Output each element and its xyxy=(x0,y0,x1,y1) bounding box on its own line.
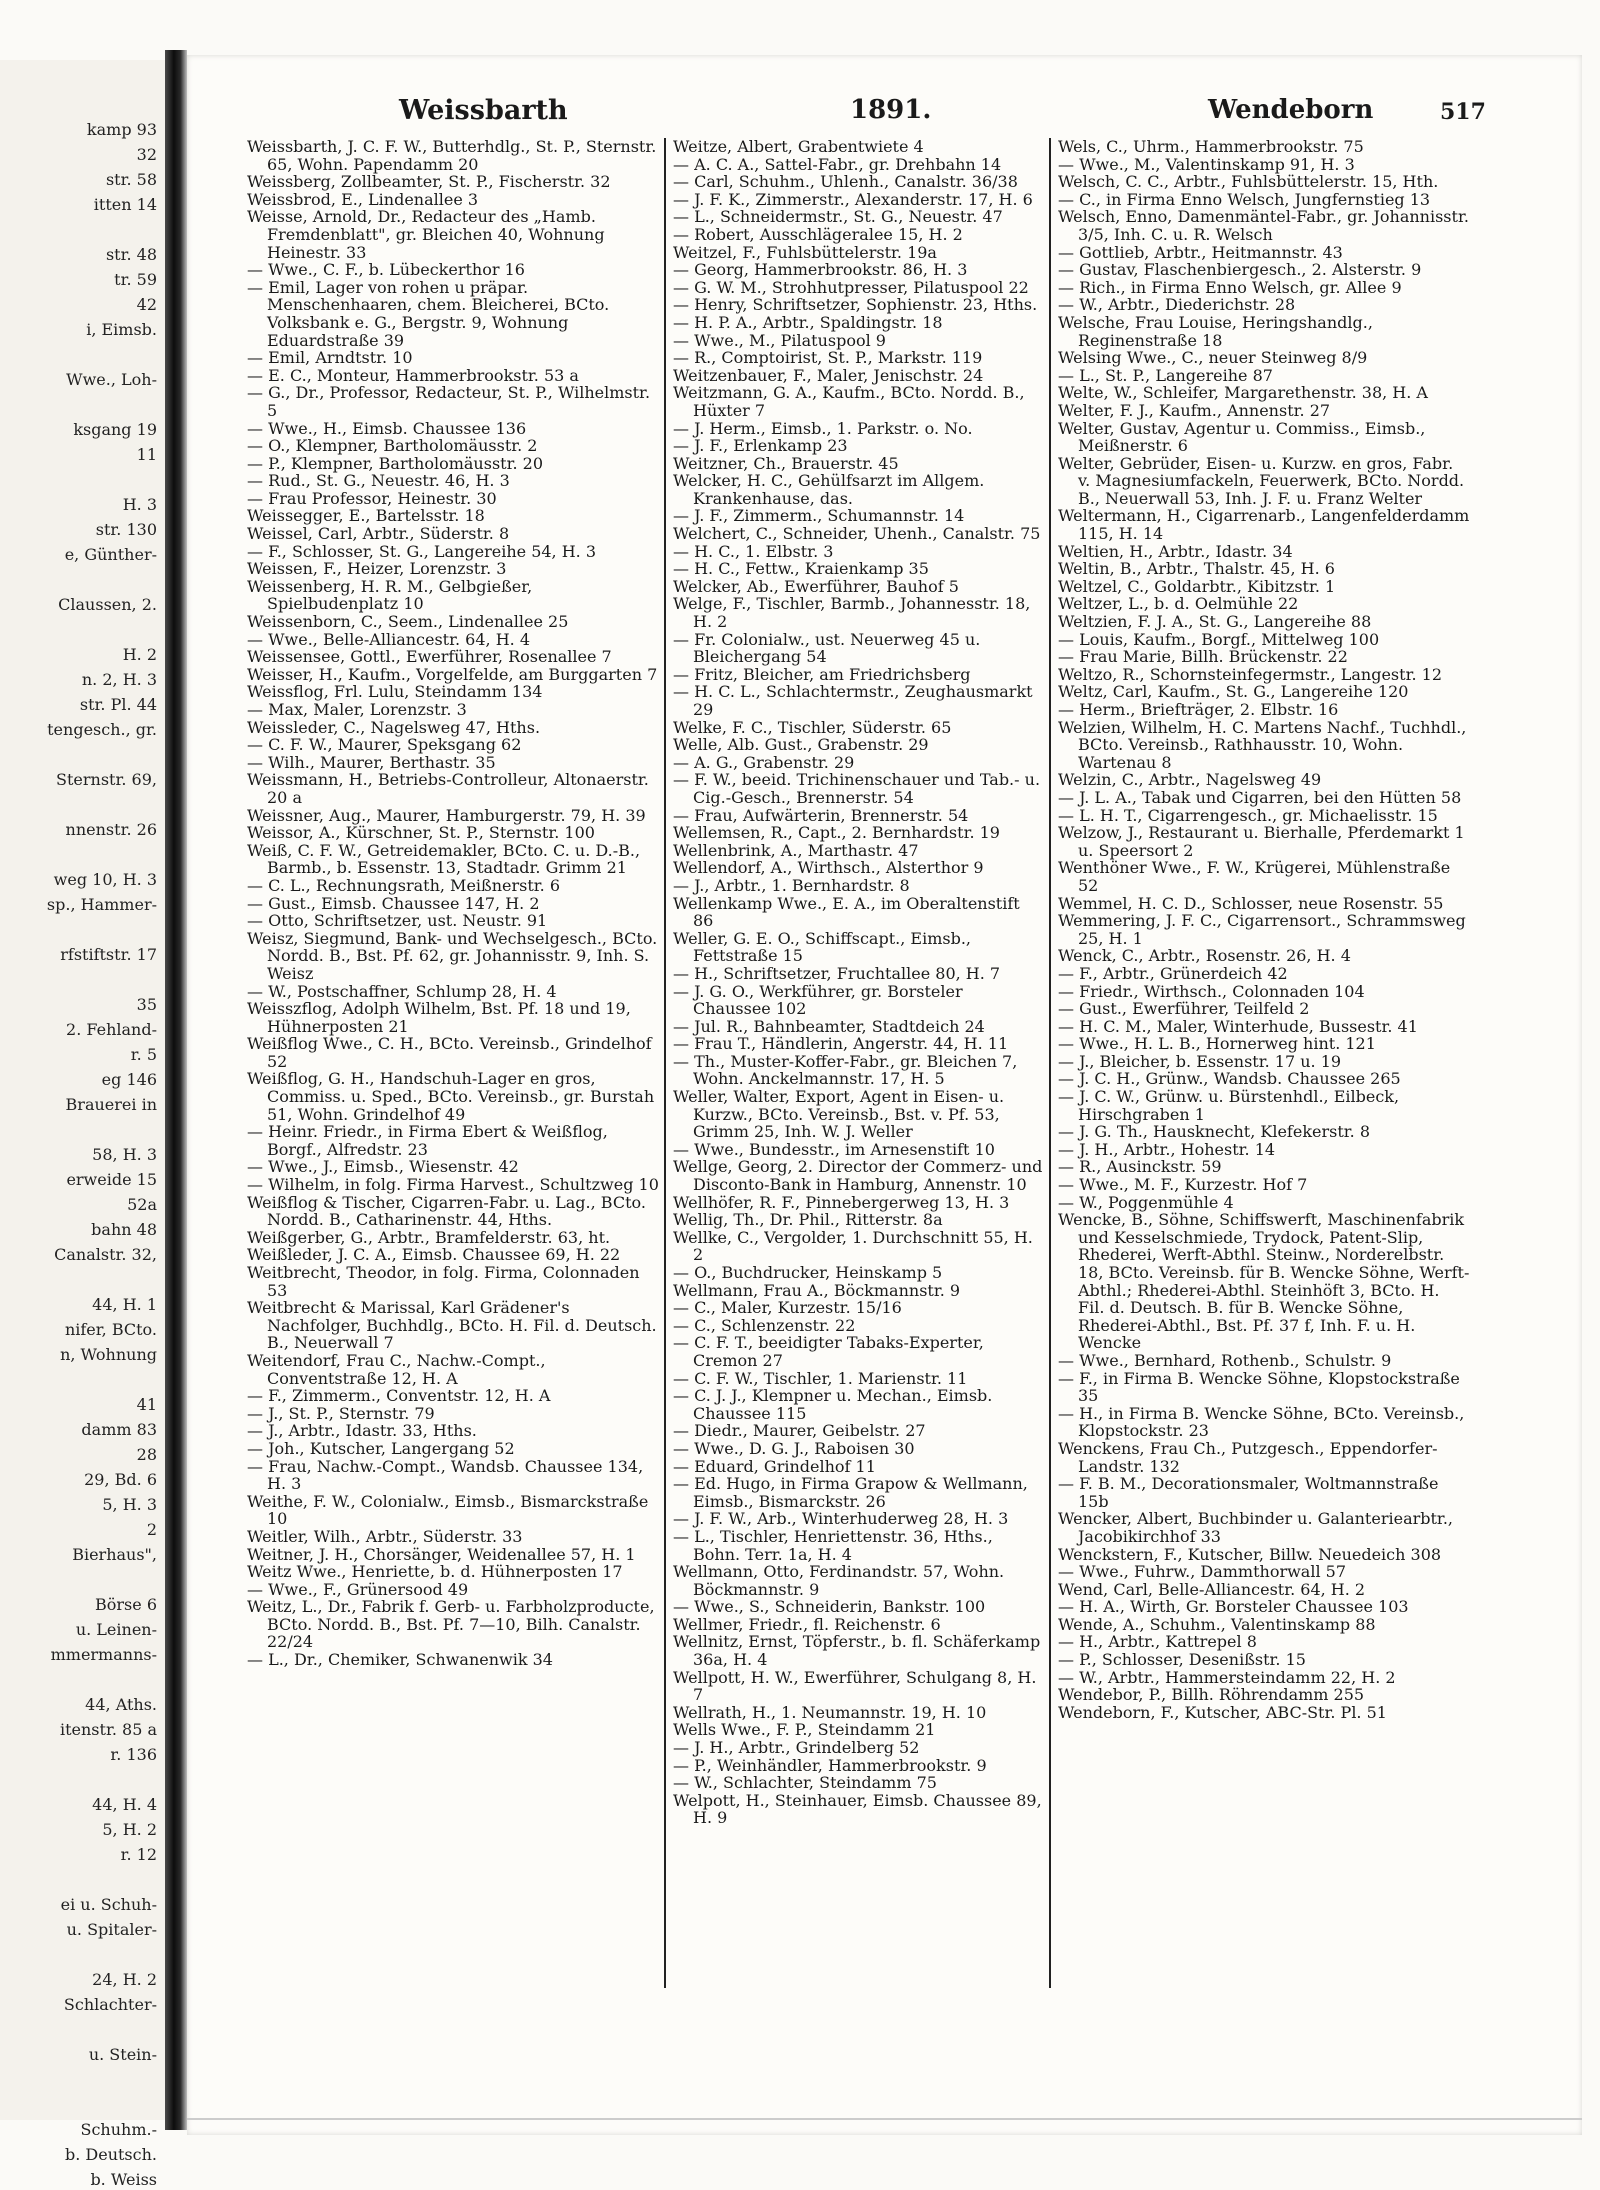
left-page-text-fragment: sp., Hammer- xyxy=(46,895,157,914)
column-rule xyxy=(664,138,666,1988)
left-page-text-fragment: str. Pl. 44 xyxy=(79,695,157,714)
left-page-text-fragment: r. 12 xyxy=(120,1845,157,1864)
left-page-text-fragment: 44, H. 1 xyxy=(92,1295,157,1314)
directory-entry: — Wwe., M., Pilatuspool 9 xyxy=(673,330,886,350)
directory-entry: — Jul. R., Bahnbeamter, Stadtdeich 24 xyxy=(673,1016,985,1036)
running-head-right: Wendeborn xyxy=(1208,95,1374,125)
directory-entry: Weißflog, G. H., Handschuh-Lager en gros, Commiss. u. Sped., BCto. Vereinsb., gr. Burstah 51, Wohn. Grindelhof 49 xyxy=(247,1069,655,1124)
directory-entry: Wendebor, P., Billh. Röhrendamm 255 xyxy=(1058,1685,1365,1705)
directory-entry: Weltin, B., Arbtr., Thalstr. 45, H. 6 xyxy=(1058,559,1335,579)
directory-entry: — Rud., St. G., Neuestr. 46, H. 3 xyxy=(247,471,510,491)
directory-entry: Wellenbrink, A., Marthastr. 47 xyxy=(673,840,919,860)
left-page-text-fragment: ei u. Schuh- xyxy=(60,1895,157,1914)
directory-entry: Weltien, H., Arbtr., Idastr. 34 xyxy=(1058,541,1293,561)
left-page-text-fragment: 44, Aths. xyxy=(85,1695,157,1714)
directory-entry: — H. C. L., Schlachtermstr., Zeughausmarkt 29 xyxy=(673,682,1033,719)
directory-entry: — Wwe., S., Schneiderin, Bankstr. 100 xyxy=(673,1597,986,1617)
left-page-text-fragment: 29, Bd. 6 xyxy=(84,1470,157,1489)
directory-entry: Welcker, Ab., Ewerführer, Bauhof 5 xyxy=(673,576,959,596)
left-page-text-fragment: bahn 48 xyxy=(91,1220,157,1239)
directory-entry: Weisse, Arnold, Dr., Redacteur des „Hamb. Fremdenblatt", gr. Bleichen 40, Wohnung Heinestr. 33 xyxy=(247,207,605,262)
left-page-text-fragment: 42 xyxy=(136,295,157,314)
directory-entry: — Wilhelm, in folg. Firma Harvest., Schultzweg 10 xyxy=(247,1175,659,1195)
directory-entry: Wemmel, H. C. D., Schlosser, neue Rosenstr. 55 xyxy=(1058,893,1444,913)
directory-entry: Welte, W., Schleifer, Margarethenstr. 38, H. A xyxy=(1058,383,1428,403)
directory-entry: — Emil, Lager von rohen u präpar. Menschenhaaren, chem. Bleicherei, BCto. Volksbank e. G., Bergstr. 9, Wohnung Eduardstraße 39 xyxy=(247,277,610,350)
left-page-text-fragment: eg 146 xyxy=(101,1070,157,1089)
left-page-text-fragment: 32 xyxy=(136,145,157,164)
directory-entry: Weissbarth, J. C. F. W., Butterhdlg., St. P., Sternstr. 65, Wohn. Papendamm 20 xyxy=(247,137,657,174)
directory-entry: — L. H. T., Cigarrengesch., gr. Michaelisstr. 15 xyxy=(1058,805,1438,825)
left-page-text-fragment: n. 2, H. 3 xyxy=(81,670,157,689)
directory-entry: — F. W., beeid. Trichinenschauer und Tab.- u. Cig.-Gesch., Brennerstr. 54 xyxy=(673,770,1041,807)
directory-entry: Welle, Alb. Gust., Grabenstr. 29 xyxy=(673,735,929,755)
directory-entry: Wend, Carl, Belle-Alliancestr. 64, H. 2 xyxy=(1058,1579,1366,1599)
directory-entry: — Frau Marie, Billh. Brückenstr. 22 xyxy=(1058,647,1348,667)
left-page-text-fragment: i, Eimsb. xyxy=(86,320,157,339)
directory-entry: — Ed. Hugo, in Firma Grapow & Wellmann, Eimsb., Bismarckstr. 26 xyxy=(673,1474,1028,1511)
directory-entry: Weißleder, J. C. A., Eimsb. Chaussee 69, H. 22 xyxy=(247,1245,621,1265)
directory-entry: — H., in Firma B. Wencke Söhne, BCto. Vereinsb., Klopstockstr. 23 xyxy=(1058,1403,1465,1441)
directory-entry: — Gust., Eimsb. Chaussee 147, H. 2 xyxy=(247,893,540,913)
left-page-text-fragment: Wwe., Loh- xyxy=(66,370,157,389)
directory-entry: Weitzel, F., Fuhlsbüttelerstr. 19a xyxy=(673,242,937,262)
directory-entry: — C. J. J., Klempner u. Mechan., Eimsb. Chaussee 115 xyxy=(673,1386,993,1423)
directory-entry: — Wwe., H., Eimsb. Chaussee 136 xyxy=(247,418,527,438)
directory-entry: — J. H., Arbtr., Hohestr. 14 xyxy=(1058,1139,1276,1159)
directory-entry: Wells Wwe., F. P., Steindamm 21 xyxy=(673,1720,936,1740)
directory-entry: Wenckstern, F., Kutscher, Billw. Neuedeich 308 xyxy=(1058,1544,1442,1564)
directory-entry: Wellpott, H. W., Ewerführer, Schulgang 8, H. 7 xyxy=(673,1667,1037,1705)
directory-entry: — Wwe., Bundesstr., im Arnesenstift 10 xyxy=(673,1139,995,1159)
directory-entry: — H., Arbtr., Kattrepel 8 xyxy=(1058,1632,1257,1652)
left-page-text-fragment: 11 xyxy=(136,445,157,464)
directory-entry: — F., in Firma B. Wencke Söhne, Klopstockstraße 35 xyxy=(1058,1368,1460,1406)
directory-entry: — W., Postschaffner, Schlump 28, H. 4 xyxy=(247,981,557,1001)
directory-entry: — F. B. M., Decorationsmaler, Woltmannstraße 15b xyxy=(1058,1474,1439,1511)
left-page-text-fragment: Schuhm.- xyxy=(80,2120,157,2139)
left-page-text-fragment: H. 3 xyxy=(122,495,157,514)
left-page-text-fragment: Brauerei in xyxy=(65,1095,157,1114)
directory-entry: Weissensee, Gottl., Ewerführer, Rosenallee 7 xyxy=(247,647,612,667)
directory-entry: Weissenborn, C., Seem., Lindenallee 25 xyxy=(247,612,569,632)
directory-entry: Wellmer, Friedr., fl. Reichenstr. 6 xyxy=(673,1614,941,1634)
directory-entry: Weitzenbauer, F., Maler, Jenischstr. 24 xyxy=(673,365,984,385)
directory-entry: Welge, F., Tischler, Barmb., Johannesstr. 18, H. 2 xyxy=(673,594,1031,632)
directory-entry: — C., Schlenzenstr. 22 xyxy=(673,1315,856,1335)
directory-entry: Wellmann, Frau A., Böckmannstr. 9 xyxy=(673,1280,961,1300)
directory-entry: Wencke, B., Söhne, Schiffswerft, Maschinenfabrik und Kesselschmiede, Trydock, Patent-Slip, Rhederei, Werft-Abthl. Steinw., Norderelbstr. 18, BCto. Vereinsb. für B. Wencke Söhne, Werft-Abthl.; Rhederei-Abthl. Steinhöft 3, BCto. H. Fil. d. Deutsch. B. für B. Wencke Söhne, Rhederei-Abthl., Bst. Pf. 37 f, Inh. F. u. H. Wencke xyxy=(1058,1210,1470,1353)
directory-entry: Wenck, C., Arbtr., Rosenstr. 26, H. 4 xyxy=(1058,946,1351,966)
directory-entry: — Frau T., Händlerin, Angerstr. 44, H. 11 xyxy=(673,1034,1009,1054)
directory-entry: — Gottlieb, Arbtr., Heitmannstr. 43 xyxy=(1058,242,1343,262)
left-page-text-fragment: Bierhaus", xyxy=(72,1545,157,1564)
directory-entry: — W., Arbtr., Hammersteindamm 22, H. 2 xyxy=(1058,1667,1396,1687)
directory-entry: Wellig, Th., Dr. Phil., Ritterstr. 8a xyxy=(673,1210,943,1230)
directory-entry: Weissmann, H., Betriebs-Controlleur, Altonaerstr. 20 a xyxy=(247,770,649,807)
directory-entry: Welcker, H. C., Gehülfsarzt im Allgem. Krankenhause, das. xyxy=(673,471,985,508)
directory-entry: — Robert, Ausschlägeralee 15, H. 2 xyxy=(673,224,963,244)
directory-entry: Wellge, Georg, 2. Director der Commerz- und Disconto-Bank in Hamburg, Annenstr. 10 xyxy=(673,1157,1043,1195)
directory-entry: — C. F. T., beeidigter Tabaks-Experter, Cremon 27 xyxy=(673,1333,984,1370)
directory-entry: Weiß, C. F. W., Getreidemakler, BCto. C. u. D.-B., Barmb., b. Essenstr. 13, Stadtadr. Grimm 21 xyxy=(247,840,641,878)
directory-entry: Wellrath, H., 1. Neumannstr. 19, H. 10 xyxy=(673,1702,987,1722)
left-page-text-fragment: nnenstr. 26 xyxy=(65,820,157,839)
directory-entry: Weitbrecht, Theodor, in folg. Firma, Colonnaden 53 xyxy=(247,1263,640,1300)
directory-entry: — Wwe., J., Eimsb., Wiesenstr. 42 xyxy=(247,1157,519,1177)
directory-entry: — Th., Muster-Koffer-Fabr., gr. Bleichen 7, Wohn. Anckelmannstr. 17, H. 5 xyxy=(673,1051,1018,1089)
directory-entry: Welchert, C., Schneider, Uhenh., Canalstr. 75 xyxy=(673,524,1041,544)
directory-entry: — P., Klempner, Bartholomäusstr. 20 xyxy=(247,453,544,473)
directory-entry: — Diedr., Maurer, Geibelstr. 27 xyxy=(673,1421,926,1441)
directory-entry: — Wwe., Fuhrw., Dammthorwall 57 xyxy=(1058,1562,1347,1582)
directory-entry: — J. C. H., Grünw., Wandsb. Chaussee 265 xyxy=(1058,1069,1401,1089)
directory-column-3 xyxy=(1058,138,1470,1988)
page-number: 517 xyxy=(1440,99,1486,125)
directory-entry: Wels, C., Uhrm., Hammerbrookstr. 75 xyxy=(1058,137,1364,156)
directory-entry: Welsch, Enno, Damenmäntel-Fabr., gr. Johannisstr. 3/5, Inh. C. u. R. Welsch xyxy=(1058,207,1469,244)
left-page-text-fragment: Sternstr. 69, xyxy=(56,770,157,789)
left-page-text-fragment: 5, H. 2 xyxy=(102,1820,157,1839)
directory-entry: Weisszflog, Adolph Wilhelm, Bst. Pf. 18 und 19, Hühnerposten 21 xyxy=(247,999,631,1036)
directory-entry: — C., in Firma Enno Welsch, Jungfernstieg 13 xyxy=(1058,189,1431,209)
directory-entry: Welsing Wwe., C., neuer Steinweg 8/9 xyxy=(1058,348,1368,368)
directory-entry: — P., Weinhändler, Hammerbrookstr. 9 xyxy=(673,1755,987,1775)
directory-entry: Welzien, Wilhelm, H. C. Martens Nachf., Tuchhdl., BCto. Vereinsb., Rathhausstr. 10, Wohn. Wartenau 8 xyxy=(1058,717,1467,772)
directory-entry: — G. W. M., Strohhutpresser, Pilatuspool 22 xyxy=(673,277,1029,297)
left-page-text-fragment: u. Spitaler- xyxy=(66,1920,157,1939)
directory-entry: Weitze, Albert, Grabentwiete 4 xyxy=(673,137,924,156)
left-page-text-fragment: itenstr. 85 a xyxy=(59,1720,157,1739)
directory-entry: — H., Schriftsetzer, Fruchtallee 80, H. 7 xyxy=(673,963,1001,983)
directory-entry: — J. F., Erlenkamp 23 xyxy=(673,436,848,456)
directory-entry: — Louis, Kaufm., Borgf., Mittelweg 100 xyxy=(1058,629,1380,649)
directory-entry: Wellendorf, A., Wirthsch., Alsterthor 9 xyxy=(673,858,984,878)
left-page-text-fragment: b. Weiss xyxy=(90,2170,157,2189)
directory-entry: — L., St. P., Langereihe 87 xyxy=(1058,365,1273,385)
directory-entry: Wemmering, J. F. C., Cigarrensort., Schrammsweg 25, H. 1 xyxy=(1058,911,1466,948)
directory-entry: — Friedr., Wirthsch., Colonnaden 104 xyxy=(1058,981,1365,1001)
left-page-text-fragment: 58, H. 3 xyxy=(92,1145,157,1164)
directory-column-2 xyxy=(673,138,1043,1988)
left-page-text-fragment: H. 2 xyxy=(122,645,157,664)
directory-entry: Weissel, Carl, Arbtr., Süderstr. 8 xyxy=(247,524,510,544)
left-page-text-fragment: 5, H. 3 xyxy=(102,1495,157,1514)
left-page-text-fragment: nifer, BCto. xyxy=(64,1320,157,1339)
directory-entry: — L., Schneidermstr., St. G., Neuestr. 47 xyxy=(673,207,1003,227)
directory-entry: Wellmann, Otto, Ferdinandstr. 57, Wohn. Böckmannstr. 9 xyxy=(673,1562,1005,1599)
directory-entry: Weitzmann, G. A., Kaufm., BCto. Nordd. B., Hüxter 7 xyxy=(673,383,1025,420)
directory-entry: — Gust., Ewerführer, Teilfeld 2 xyxy=(1058,999,1310,1019)
directory-entry: — P., Schlosser, Desenißstr. 15 xyxy=(1058,1650,1306,1670)
left-page-text-fragment: u. Leinen- xyxy=(75,1620,157,1639)
directory-entry: — J., Arbtr., Idastr. 33, Hths. xyxy=(247,1421,477,1441)
directory-entry: — R., Comptoirist, St. P., Markstr. 119 xyxy=(673,348,983,368)
directory-entry: Weitz, L., Dr., Fabrik f. Gerb- u. Farbholzproducte, BCto. Nordd. B., Bst. Pf. 7—10, Bilh. Canalstr. 22/24 xyxy=(247,1597,655,1652)
directory-entry: Weitler, Wilh., Arbtr., Süderstr. 33 xyxy=(247,1526,523,1546)
directory-entry: — J. Herm., Eimsb., 1. Parkstr. o. No. xyxy=(673,418,973,438)
directory-entry: — J. C. W., Grünw. u. Bürstenhdl., Eilbeck, Hirschgraben 1 xyxy=(1058,1087,1400,1124)
directory-entry: — Fr. Colonialw., ust. Neuerweg 45 u. Bleichergang 54 xyxy=(673,629,981,667)
directory-entry: — Wwe., Belle-Alliancestr. 64, H. 4 xyxy=(247,629,531,649)
directory-entry: Wenckens, Frau Ch., Putzgesch., Eppendorfer-Landstr. 132 xyxy=(1058,1438,1438,1476)
left-page-text-fragment: tr. 59 xyxy=(114,270,157,289)
directory-entry: Weissner, Aug., Maurer, Hamburgerstr. 79, H. 39 xyxy=(247,805,646,825)
column-rule xyxy=(1049,138,1051,1988)
directory-entry: Wellemsen, R., Capt., 2. Bernhardstr. 19 xyxy=(673,823,1000,843)
directory-entry: — G., Dr., Professor, Redacteur, St. P., Wilhelmstr. 5 xyxy=(247,383,651,420)
directory-entry: — O., Klempner, Bartholomäusstr. 2 xyxy=(247,436,538,456)
directory-entry: Weltermann, H., Cigarrenarb., Langenfelderdamm 115, H. 14 xyxy=(1058,506,1470,544)
directory-entry: — J. F., Zimmerm., Schumannstr. 14 xyxy=(673,506,965,526)
left-page-text-fragment: Börse 6 xyxy=(95,1595,157,1614)
left-page-text-fragment: str. 58 xyxy=(105,170,157,189)
directory-entry: — J., Bleicher, b. Essenstr. 17 u. 19 xyxy=(1058,1051,1342,1071)
left-page-text-fragment: 24, H. 2 xyxy=(92,1970,157,1989)
left-page-text-fragment: mmermanns- xyxy=(50,1645,157,1664)
directory-entry: Weissor, A., Kürschner, St. P., Sternstr. 100 xyxy=(247,823,595,843)
directory-entry: Weissleder, C., Nagelsweg 47, Hths. xyxy=(247,717,541,737)
directory-entry: Weissflog, Frl. Lulu, Steindamm 134 xyxy=(247,682,543,702)
directory-entry: Wellke, C., Vergolder, 1. Durchschnitt 55, H. 2 xyxy=(673,1227,1033,1265)
directory-entry: Wencker, Albert, Buchbinder u. Galanteriearbtr., Jacobikirchhof 33 xyxy=(1058,1509,1453,1546)
directory-entry: — Wwe., M. F., Kurzestr. Hof 7 xyxy=(1058,1175,1308,1195)
directory-entry: Weissen, F., Heizer, Lorenzstr. 3 xyxy=(247,559,507,579)
directory-entry: Weltzo, R., Schornsteinfegermstr., Langestr. 12 xyxy=(1058,664,1442,684)
directory-entry: Weissbrod, E., Lindenallee 3 xyxy=(247,189,479,209)
directory-entry: — J., St. P., Sternstr. 79 xyxy=(247,1403,435,1423)
directory-entry: — Heinr. Friedr., in Firma Ebert & Weißflog, Borgf., Alfredstr. 23 xyxy=(247,1122,608,1159)
directory-entry: Weisz, Siegmund, Bank- und Wechselgesch., BCto. Nordd. B., Bst. Pf. 62, gr. Johannisstr. 9, Inh. S. Weisz xyxy=(247,928,658,983)
directory-entry: — J. F. W., Arb., Winterhuderweg 28, H. 3 xyxy=(673,1509,1009,1529)
directory-entry: — E. C., Monteur, Hammerbrookstr. 53 a xyxy=(247,365,579,385)
directory-entry: — Frau, Aufwärterin, Brennerstr. 54 xyxy=(673,805,969,825)
directory-entry: Weisser, H., Kaufm., Vorgelfelde, am Burggarten 7 xyxy=(247,664,658,684)
page-edge xyxy=(187,2118,1582,2120)
directory-entry: — Joh., Kutscher, Langergang 52 xyxy=(247,1438,515,1458)
directory-entry: Weitzner, Ch., Brauerstr. 45 xyxy=(673,453,899,473)
directory-entry: — Wwe., C. F., b. Lübeckerthor 16 xyxy=(247,260,525,280)
left-page-text-fragment: 41 xyxy=(136,1395,157,1414)
left-page-text-fragment: r. 136 xyxy=(110,1745,157,1764)
directory-entry: — F., Zimmerm., Conventstr. 12, H. A xyxy=(247,1386,551,1406)
directory-entry: Wellnitz, Ernst, Töpferstr., b. fl. Schäferkamp 36a, H. 4 xyxy=(673,1632,1041,1670)
directory-entry: — Frau, Nachw.-Compt., Wandsb. Chaussee 134, H. 3 xyxy=(247,1456,644,1494)
directory-entry: — Carl, Schuhm., Uhlenh., Canalstr. 36/38 xyxy=(673,172,1018,192)
directory-entry: — C. F. W., Maurer, Speksgang 62 xyxy=(247,735,522,755)
directory-entry: Weller, G. E. O., Schiffscapt., Eimsb., Fettstraße 15 xyxy=(673,928,971,966)
directory-entry: Weller, Walter, Export, Agent in Eisen- u. Kurzw., BCto. Vereinsb., Bst. v. Pf. 53, Grimm 25, Inh. W. J. Weller xyxy=(673,1087,1005,1142)
left-page-text-fragment: u. Stein- xyxy=(88,2045,157,2064)
left-page-text-fragment: rfstiftstr. 17 xyxy=(60,945,157,964)
directory-entry: — Gustav, Flaschenbiergesch., 2. Alsterstr. 9 xyxy=(1058,260,1422,280)
directory-entry: Wende, A., Schuhm., Valentinskamp 88 xyxy=(1058,1614,1376,1634)
directory-entry: — C., Maler, Kurzestr. 15/16 xyxy=(673,1298,902,1318)
left-page-text-fragment: 2. Fehland- xyxy=(66,1020,157,1039)
directory-entry: — H. A., Wirth, Gr. Borsteler Chaussee 103 xyxy=(1058,1597,1409,1617)
directory-entry: Weitz Wwe., Henriette, b. d. Hühnerposten 17 xyxy=(247,1562,623,1582)
directory-entry: — Wwe., M., Valentinskamp 91, H. 3 xyxy=(1058,154,1355,174)
left-page-text-fragment: Claussen, 2. xyxy=(58,595,157,614)
directory-entry: — H. C. M., Maler, Winterhude, Bussestr. 41 xyxy=(1058,1016,1418,1036)
directory-entry: — J. F. K., Zimmerstr., Alexanderstr. 17, H. 6 xyxy=(673,189,1033,209)
directory-entry: — Eduard, Grindelhof 11 xyxy=(673,1456,876,1476)
directory-entry: — A. G., Grabenstr. 29 xyxy=(673,752,855,772)
directory-entry: Weitendorf, Frau C., Nachw.-Compt., Conventstraße 12, H. A xyxy=(247,1350,546,1388)
left-page-text-fragment: Canalstr. 32, xyxy=(54,1245,157,1264)
directory-entry: Weissberg, Zollbeamter, St. P., Fischerstr. 32 xyxy=(247,172,611,192)
directory-entry: — J. G. Th., Hausknecht, Klefekerstr. 8 xyxy=(1058,1122,1371,1142)
directory-entry: Weissegger, E., Bartelsstr. 18 xyxy=(247,506,485,526)
left-page-text-fragment: erweide 15 xyxy=(66,1170,157,1189)
directory-entry: — R., Ausinckstr. 59 xyxy=(1058,1157,1222,1177)
directory-entry: — Herm., Briefträger, 2. Elbstr. 16 xyxy=(1058,700,1339,719)
left-page-text-fragment: ksgang 19 xyxy=(73,420,157,439)
directory-entry: — W., Schlachter, Steindamm 75 xyxy=(673,1773,937,1793)
left-page-text-fragment: r. 5 xyxy=(130,1045,157,1064)
left-page-text-fragment: str. 48 xyxy=(105,245,157,264)
directory-entry: Wellenkamp Wwe., E. A., im Oberaltenstift 86 xyxy=(673,893,1020,931)
directory-entry: — Wwe., F., Grünersood 49 xyxy=(247,1579,469,1599)
directory-entry: — Wwe., H. L. B., Hornerweg hint. 121 xyxy=(1058,1034,1376,1054)
directory-entry: Welzin, C., Arbtr., Nagelsweg 49 xyxy=(1058,770,1322,790)
running-head-year: 1891. xyxy=(850,95,932,125)
directory-entry: Weißgerber, G., Arbtr., Bramfelderstr. 63, ht. xyxy=(247,1227,611,1247)
directory-entry: Weitbrecht & Marissal, Karl Grädener's Nachfolger, Buchhdlg., BCto. H. Fil. d. Deutsch. B., Neuerwall 7 xyxy=(247,1298,657,1353)
running-head-left: Weissbarth xyxy=(399,95,568,126)
directory-entry: Welter, Gebrüder, Eisen- u. Kurzw. en gros, Fabr. v. Magnesiumfackeln, Feuerwerk, BCto. Nordd. B., Neuerwall 53, Inh. J. F. u. Franz Welter xyxy=(1058,453,1465,508)
directory-entry: Weitner, J. H., Chorsänger, Weidenallee 57, H. 1 xyxy=(247,1544,636,1564)
left-page-text-fragment: weg 10, H. 3 xyxy=(53,870,157,889)
directory-entry: — Wwe., Bernhard, Rothenb., Schulstr. 9 xyxy=(1058,1350,1392,1370)
directory-entry: — C. L., Rechnungsrath, Meißnerstr. 6 xyxy=(247,875,561,895)
directory-entry: Welter, F. J., Kaufm., Annenstr. 27 xyxy=(1058,400,1331,420)
directory-entry: — Henry, Schriftsetzer, Sophienstr. 23, Hths. xyxy=(673,295,1038,315)
directory-entry: — H. P. A., Arbtr., Spaldingstr. 18 xyxy=(673,312,943,332)
directory-entry: — A. C. A., Sattel-Fabr., gr. Drehbahn 14 xyxy=(673,154,1002,174)
directory-entry: Welter, Gustav, Agentur u. Commiss., Eimsb., Meißnerstr. 6 xyxy=(1058,418,1426,456)
directory-column-1 xyxy=(247,138,659,1988)
directory-entry: Weltzer, L., b. d. Oelmühle 22 xyxy=(1058,594,1299,614)
directory-entry: Wendeborn, F., Kutscher, ABC-Str. Pl. 51 xyxy=(1058,1702,1387,1722)
left-page-fragment xyxy=(0,60,165,2189)
directory-entry: Wenthöner Wwe., F. W., Krügerei, Mühlenstraße 52 xyxy=(1058,858,1451,895)
left-page-text-fragment: 28 xyxy=(136,1445,157,1464)
directory-entry: — H. C., 1. Elbstr. 3 xyxy=(673,541,834,561)
directory-entry: — Wwe., D. G. J., Raboisen 30 xyxy=(673,1438,915,1458)
directory-entry: Welpott, H., Steinhauer, Eimsb. Chaussee 89, H. 9 xyxy=(673,1790,1042,1828)
left-page-text-fragment: b. Deutsch. xyxy=(64,2145,157,2164)
left-page-text-fragment: tengesch., gr. xyxy=(47,720,157,739)
directory-entry: Weißflog & Tischer, Cigarren-Fabr. u. Lag., BCto. Nordd. B., Catharinenstr. 44, Hths. xyxy=(247,1192,646,1230)
directory-entry: Wellhöfer, R. F., Pinnebergerweg 13, H. 3 xyxy=(673,1192,1010,1212)
directory-entry: Welsch, C. C., Arbtr., Fuhlsbüttelerstr. 15, Hth. xyxy=(1058,172,1439,192)
directory-entry: — J. H., Arbtr., Grindelberg 52 xyxy=(673,1738,920,1758)
left-page-text-fragment: damm 83 xyxy=(81,1420,157,1439)
directory-entry: — F., Arbtr., Grünerdeich 42 xyxy=(1058,963,1288,983)
left-page-text-fragment: Schlachter- xyxy=(63,1995,157,2014)
directory-entry: — L., Tischler, Henriettenstr. 36, Hths., Bohn. Terr. 1a, H. 4 xyxy=(673,1526,993,1564)
directory-entry: — O., Buchdrucker, Heinskamp 5 xyxy=(673,1263,943,1282)
directory-entry: — Emil, Arndtstr. 10 xyxy=(247,348,413,368)
directory-entry: Weltzien, F. J. A., St. G., Langereihe 88 xyxy=(1058,612,1372,632)
directory-entry: Welsche, Frau Louise, Heringshandlg., Reginenstraße 18 xyxy=(1058,312,1373,350)
directory-entry: Weltzel, C., Goldarbtr., Kibitzstr. 1 xyxy=(1058,576,1336,596)
directory-entry: — W., Poggenmühle 4 xyxy=(1058,1192,1234,1212)
left-page-text-fragment: kamp 93 xyxy=(86,120,157,139)
directory-entry: — Wilh., Maurer, Berthastr. 35 xyxy=(247,752,496,772)
directory-entry: — Georg, Hammerbrookstr. 86, H. 3 xyxy=(673,260,968,280)
directory-entry: Weltz, Carl, Kaufm., St. G., Langereihe 120 xyxy=(1058,682,1409,702)
directory-entry: — Frau Professor, Heinestr. 30 xyxy=(247,488,497,508)
directory-entry: — F., Schlosser, St. G., Langereihe 54, H. 3 xyxy=(247,541,597,561)
left-page-text-fragment: e, Günther- xyxy=(64,545,157,564)
directory-entry: — Max, Maler, Lorenzstr. 3 xyxy=(247,700,467,719)
left-page-text-fragment: n, Wohnung xyxy=(60,1345,157,1364)
left-page-text-fragment: 2 xyxy=(146,1520,157,1539)
left-page-text-fragment: 52a xyxy=(127,1195,157,1214)
directory-entry: — J. L. A., Tabak und Cigarren, bei den Hütten 58 xyxy=(1058,787,1462,807)
directory-entry: Welke, F. C., Tischler, Süderstr. 65 xyxy=(673,717,952,737)
directory-entry: Weissenberg, H. R. M., Gelbgießer, Spielbudenplatz 10 xyxy=(247,576,533,614)
directory-entry: — Otto, Schriftsetzer, ust. Neustr. 91 xyxy=(247,911,548,931)
directory-entry: — W., Arbtr., Diederichstr. 28 xyxy=(1058,295,1296,315)
directory-entry: — Fritz, Bleicher, am Friedrichsberg xyxy=(673,664,971,684)
directory-entry: Welzow, J., Restaurant u. Bierhalle, Pferdemarkt 1 u. Speersort 2 xyxy=(1058,823,1465,860)
directory-entry: Weißflog Wwe., C. H., BCto. Vereinsb., Grindelhof 52 xyxy=(247,1034,652,1071)
book-gutter xyxy=(165,50,187,2130)
directory-entry: — L., Dr., Chemiker, Schwanenwik 34 xyxy=(247,1650,553,1670)
directory-entry: — C. F. W., Tischler, 1. Marienstr. 11 xyxy=(673,1368,968,1388)
directory-entry: — Rich., in Firma Enno Welsch, gr. Allee 9 xyxy=(1058,277,1402,297)
directory-entry: — H. C., Fettw., Kraienkamp 35 xyxy=(673,559,929,579)
directory-entry: — J., Arbtr., 1. Bernhardstr. 8 xyxy=(673,875,910,895)
left-page-text-fragment: 35 xyxy=(136,995,157,1014)
left-page-text-fragment: str. 130 xyxy=(95,520,157,539)
left-page-text-fragment: 44, H. 4 xyxy=(92,1795,157,1814)
left-page-text-fragment: itten 14 xyxy=(93,195,157,214)
directory-entry: Weithe, F. W., Colonialw., Eimsb., Bismarckstraße 10 xyxy=(247,1491,649,1529)
directory-entry: — J. G. O., Werkführer, gr. Borsteler Chaussee 102 xyxy=(673,981,963,1019)
